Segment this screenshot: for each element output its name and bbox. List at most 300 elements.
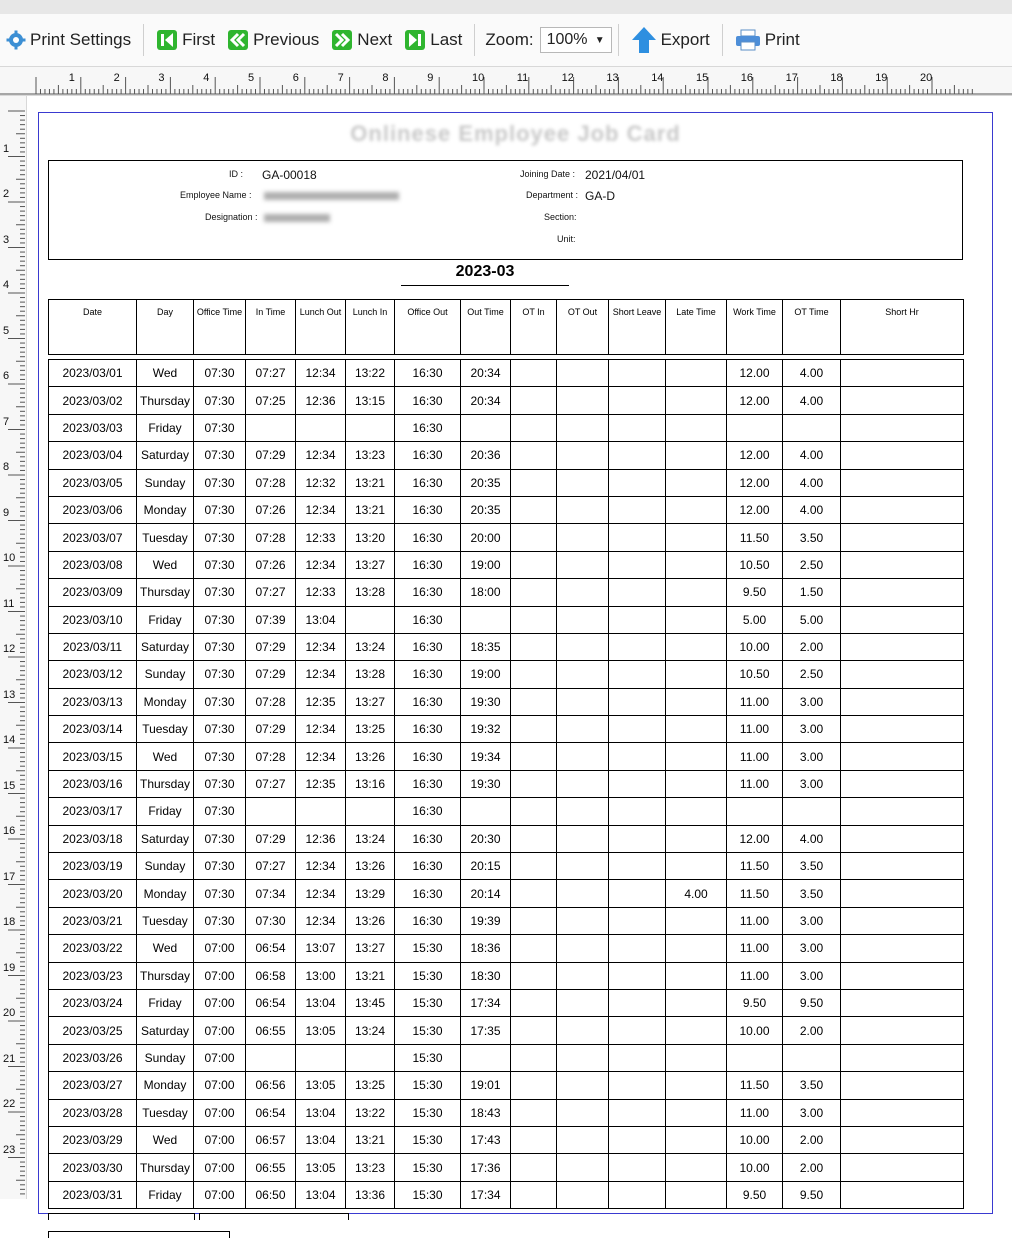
department-label: Department : (526, 190, 579, 200)
cell-ot-in (511, 716, 557, 743)
section-label: Section: (544, 212, 577, 222)
cell-in-time: 07:28 (246, 469, 296, 496)
cell-lunch-in (346, 414, 395, 441)
cell-late-time (666, 606, 727, 633)
cell-lunch-in: 13:15 (346, 387, 395, 414)
cell-late-time (666, 743, 727, 770)
cell-in-time: 06:55 (246, 1017, 296, 1044)
column-header-late-time: Late Time (666, 300, 727, 355)
cell-out-time (461, 606, 511, 633)
cell-office-out: 16:30 (395, 387, 461, 414)
cell-lunch-out: 13:05 (296, 1072, 346, 1099)
table-row (49, 1126, 964, 1153)
cell-ot-in (511, 1181, 557, 1208)
cell-out-time: 20:35 (461, 496, 511, 523)
cell-short-hr (841, 387, 964, 414)
cell-date: 2023/03/01 (49, 360, 137, 387)
cell-ot-time: 2.00 (783, 1017, 841, 1044)
first-page-button[interactable] (150, 24, 221, 56)
cell-ot-time: 3.00 (783, 716, 841, 743)
cell-in-time (246, 1044, 296, 1071)
cell-short-leave (609, 798, 666, 825)
cell-out-time (461, 798, 511, 825)
cell-office-out: 16:30 (395, 442, 461, 469)
cell-short-leave (609, 1017, 666, 1044)
export-arrow-icon (631, 26, 657, 54)
table-row (49, 360, 964, 387)
cell-short-hr (841, 1072, 964, 1099)
cell-in-time: 06:58 (246, 962, 296, 989)
cell-in-time: 07:26 (246, 551, 296, 578)
cell-in-time: 07:28 (246, 524, 296, 551)
cell-lunch-out: 12:34 (296, 661, 346, 688)
print-settings-button[interactable] (0, 24, 137, 56)
cell-lunch-out: 13:04 (296, 606, 346, 633)
cell-in-time: 07:29 (246, 661, 296, 688)
table-row (49, 743, 964, 770)
cell-ot-time: 2.50 (783, 551, 841, 578)
zoom-select[interactable] (540, 27, 612, 53)
cell-date: 2023/03/09 (49, 579, 137, 606)
cell-ot-out (557, 1017, 609, 1044)
cell-ot-time: 4.00 (783, 387, 841, 414)
cell-work-time: 11.00 (727, 1099, 783, 1126)
cell-ot-out (557, 989, 609, 1016)
cell-office-time: 07:30 (194, 469, 246, 496)
cell-day: Thursday (137, 387, 194, 414)
ruler-number: 16 (3, 825, 16, 837)
cell-office-out: 16:30 (395, 743, 461, 770)
previous-page-button[interactable] (221, 24, 325, 56)
ruler-number: 16 (740, 72, 754, 84)
ruler-number: 2 (3, 188, 10, 200)
last-page-button[interactable] (398, 24, 468, 56)
cell-short-leave (609, 442, 666, 469)
ruler-number: 20 (920, 72, 933, 84)
cell-day: Saturday (137, 633, 194, 660)
cell-late-time (666, 907, 727, 934)
cell-lunch-in: 13:27 (346, 688, 395, 715)
cell-office-time: 07:30 (194, 496, 246, 523)
report-page (38, 112, 993, 1214)
cell-day: Monday (137, 688, 194, 715)
cell-lunch-out: 13:00 (296, 962, 346, 989)
export-button[interactable] (625, 24, 716, 56)
cell-date: 2023/03/12 (49, 661, 137, 688)
cell-late-time (666, 360, 727, 387)
cell-late-time (666, 1017, 727, 1044)
cell-short-hr (841, 743, 964, 770)
cell-date: 2023/03/07 (49, 524, 137, 551)
toolbar-separator (722, 24, 723, 56)
next-page-icon (331, 29, 353, 51)
cell-ot-time: 3.00 (783, 743, 841, 770)
cell-office-time: 07:30 (194, 414, 246, 441)
cell-ot-out (557, 825, 609, 852)
cell-work-time: 10.00 (727, 633, 783, 660)
cell-late-time (666, 1126, 727, 1153)
cell-short-leave (609, 524, 666, 551)
cell-short-leave (609, 1181, 666, 1208)
cell-ot-out (557, 360, 609, 387)
table-header-row (49, 300, 964, 355)
cell-out-time: 20:35 (461, 469, 511, 496)
cell-office-out: 16:30 (395, 880, 461, 907)
cell-lunch-out: 12:34 (296, 743, 346, 770)
last-page-icon (404, 29, 426, 51)
ruler-number: 12 (561, 72, 574, 84)
cell-date: 2023/03/11 (49, 633, 137, 660)
cell-office-time: 07:00 (194, 935, 246, 962)
cell-ot-out (557, 387, 609, 414)
cell-ot-out (557, 1072, 609, 1099)
cell-office-out: 15:30 (395, 1044, 461, 1071)
table-row (49, 853, 964, 880)
cell-office-time: 07:00 (194, 1044, 246, 1071)
cell-ot-time: 9.50 (783, 989, 841, 1016)
first-page-label: First (182, 30, 216, 49)
cell-lunch-in: 13:22 (346, 1099, 395, 1126)
table-row (49, 579, 964, 606)
cell-office-time: 07:00 (194, 1017, 246, 1044)
ruler-number: 9 (3, 506, 10, 519)
cell-work-time (727, 414, 783, 441)
cell-lunch-out: 13:05 (296, 1154, 346, 1181)
cell-ot-time: 4.00 (783, 469, 841, 496)
cell-ot-out (557, 551, 609, 578)
cell-lunch-out: 12:36 (296, 387, 346, 414)
cell-ot-time: 3.50 (783, 1072, 841, 1099)
cell-out-time (461, 414, 511, 441)
cell-out-time: 17:34 (461, 989, 511, 1016)
cell-office-out: 15:30 (395, 989, 461, 1016)
cell-ot-time: 3.00 (783, 1099, 841, 1126)
cell-late-time (666, 688, 727, 715)
cell-lunch-in: 13:26 (346, 853, 395, 880)
cell-date: 2023/03/27 (49, 1072, 137, 1099)
id-value: GA-00018 (262, 168, 317, 182)
cell-work-time: 9.50 (727, 989, 783, 1016)
id-label: ID : (229, 169, 244, 179)
cell-lunch-in (346, 1044, 395, 1071)
previous-page-label: Previous (253, 30, 320, 49)
cell-ot-out (557, 1154, 609, 1181)
cell-short-leave (609, 1099, 666, 1126)
report-title: Onlinese Employee Job Card (350, 121, 681, 146)
unit-label: Unit: (557, 234, 576, 244)
cell-short-leave (609, 469, 666, 496)
cell-ot-in (511, 1126, 557, 1153)
cell-in-time: 06:56 (246, 1072, 296, 1099)
cell-ot-in (511, 1072, 557, 1099)
cell-in-time: 06:50 (246, 1181, 296, 1208)
cell-out-time: 17:35 (461, 1017, 511, 1044)
cell-day: Wed (137, 743, 194, 770)
cell-office-out: 15:30 (395, 1154, 461, 1181)
employee-name-label: Employee Name : (180, 190, 252, 200)
cell-office-time: 07:30 (194, 853, 246, 880)
cell-day: Saturday (137, 825, 194, 852)
cell-ot-in (511, 688, 557, 715)
cell-lunch-in: 13:45 (346, 989, 395, 1016)
cell-late-time (666, 633, 727, 660)
cell-lunch-in: 13:24 (346, 1017, 395, 1044)
ruler-number: 8 (3, 461, 10, 473)
column-header-short-leave: Short Leave (609, 300, 666, 355)
previous-page-icon (227, 29, 249, 51)
cell-lunch-in: 13:24 (346, 825, 395, 852)
cell-work-time (727, 1044, 783, 1071)
cell-office-out: 16:30 (395, 524, 461, 551)
cell-ot-out (557, 1181, 609, 1208)
cell-short-hr (841, 1181, 964, 1208)
table-row (49, 633, 964, 660)
cell-day: Wed (137, 551, 194, 578)
cell-ot-time: 4.00 (783, 360, 841, 387)
cell-short-hr (841, 551, 964, 578)
cell-short-leave (609, 907, 666, 934)
cell-ot-in (511, 551, 557, 578)
cell-lunch-in (346, 606, 395, 633)
cell-ot-in (511, 1017, 557, 1044)
cell-ot-time: 3.00 (783, 907, 841, 934)
cell-late-time (666, 1044, 727, 1071)
cell-ot-in (511, 360, 557, 387)
zoom-label: Zoom: (485, 30, 534, 49)
cell-out-time: 20:15 (461, 853, 511, 880)
cell-office-time: 07:30 (194, 442, 246, 469)
cell-in-time: 07:28 (246, 688, 296, 715)
cell-late-time (666, 1099, 727, 1126)
cell-work-time: 10.00 (727, 1154, 783, 1181)
joining-date-value: 2021/04/01 (585, 168, 646, 182)
cell-lunch-in: 13:21 (346, 962, 395, 989)
cell-office-time: 07:00 (194, 1181, 246, 1208)
cell-ot-in (511, 579, 557, 606)
cell-short-hr (841, 935, 964, 962)
cell-office-out: 15:30 (395, 1126, 461, 1153)
cell-day: Monday (137, 496, 194, 523)
cell-day: Thursday (137, 1154, 194, 1181)
cell-out-time: 19:32 (461, 716, 511, 743)
cell-late-time (666, 579, 727, 606)
cell-out-time: 20:34 (461, 387, 511, 414)
cell-late-time (666, 1181, 727, 1208)
cell-in-time: 06:54 (246, 1099, 296, 1126)
cell-lunch-out: 12:34 (296, 496, 346, 523)
cell-in-time: 07:28 (246, 743, 296, 770)
cell-office-time: 07:00 (194, 989, 246, 1016)
table-row (49, 387, 964, 414)
cell-ot-time: 5.00 (783, 606, 841, 633)
cell-date: 2023/03/26 (49, 1044, 137, 1071)
cell-lunch-out: 13:04 (296, 1181, 346, 1208)
cell-out-time: 18:00 (461, 579, 511, 606)
cell-date: 2023/03/17 (49, 798, 137, 825)
cell-work-time: 10.00 (727, 1126, 783, 1153)
cell-lunch-in: 13:26 (346, 907, 395, 934)
cell-short-leave (609, 606, 666, 633)
cell-ot-out (557, 633, 609, 660)
cell-office-out: 16:30 (395, 551, 461, 578)
print-button[interactable] (729, 24, 806, 56)
cell-in-time (246, 414, 296, 441)
cell-day: Tuesday (137, 907, 194, 934)
table-row (49, 1017, 964, 1044)
cell-short-hr (841, 496, 964, 523)
cell-work-time: 11.00 (727, 907, 783, 934)
cell-short-hr (841, 360, 964, 387)
cell-ot-in (511, 524, 557, 551)
cell-office-out: 15:30 (395, 935, 461, 962)
table-row (49, 551, 964, 578)
cell-short-hr (841, 962, 964, 989)
ruler-number: 18 (830, 72, 843, 84)
cell-day: Friday (137, 1181, 194, 1208)
cell-in-time: 07:25 (246, 387, 296, 414)
cell-ot-in (511, 633, 557, 660)
cell-ot-in (511, 962, 557, 989)
export-label: Export (660, 30, 710, 49)
cell-lunch-in: 13:25 (346, 1072, 395, 1099)
cell-work-time: 12.00 (727, 360, 783, 387)
cell-lunch-out: 12:34 (296, 716, 346, 743)
cell-day: Friday (137, 606, 194, 633)
cell-ot-time: 3.00 (783, 962, 841, 989)
cell-lunch-in: 13:16 (346, 770, 395, 797)
cell-ot-time (783, 798, 841, 825)
cell-lunch-in: 13:27 (346, 935, 395, 962)
cell-lunch-out: 12:34 (296, 907, 346, 934)
cell-lunch-out: 12:32 (296, 469, 346, 496)
toolbar-separator (474, 24, 475, 56)
cell-late-time (666, 414, 727, 441)
cell-ot-in (511, 989, 557, 1016)
cell-day: Thursday (137, 579, 194, 606)
table-row (49, 688, 964, 715)
cell-date: 2023/03/14 (49, 716, 137, 743)
cell-ot-time: 3.50 (783, 853, 841, 880)
designation-redacted (264, 214, 330, 222)
cell-lunch-out: 12:34 (296, 360, 346, 387)
cell-date: 2023/03/21 (49, 907, 137, 934)
cell-lunch-in: 13:28 (346, 661, 395, 688)
cell-work-time: 10.50 (727, 551, 783, 578)
cell-ot-time: 3.00 (783, 770, 841, 797)
print-label: Print (764, 30, 800, 49)
toolbar-separator (143, 24, 144, 56)
cell-short-leave (609, 360, 666, 387)
cell-in-time: 07:39 (246, 606, 296, 633)
column-header-ot-out: OT Out (557, 300, 609, 355)
column-header-out-time: Out Time (461, 300, 511, 355)
ruler-number: 19 (875, 72, 888, 84)
cell-office-out: 16:30 (395, 360, 461, 387)
cell-day: Wed (137, 1126, 194, 1153)
next-page-button[interactable] (325, 24, 398, 56)
cell-lunch-out: 13:05 (296, 1017, 346, 1044)
cell-office-out: 16:30 (395, 414, 461, 441)
cell-work-time: 11.50 (727, 1072, 783, 1099)
cell-out-time: 20:34 (461, 360, 511, 387)
cell-office-out: 16:30 (395, 579, 461, 606)
cell-out-time: 17:34 (461, 1181, 511, 1208)
cell-date: 2023/03/30 (49, 1154, 137, 1181)
ruler-number: 5 (3, 324, 10, 337)
ruler-number: 5 (248, 72, 255, 84)
cell-short-hr (841, 989, 964, 1016)
cell-ot-out (557, 469, 609, 496)
cell-work-time: 11.00 (727, 743, 783, 770)
cell-office-out: 16:30 (395, 496, 461, 523)
cell-ot-time: 3.00 (783, 935, 841, 962)
cell-date: 2023/03/08 (49, 551, 137, 578)
cell-out-time: 18:36 (461, 935, 511, 962)
ruler-number: 6 (292, 72, 299, 84)
cell-ot-time: 2.00 (783, 633, 841, 660)
cell-lunch-out: 13:04 (296, 1126, 346, 1153)
cell-short-hr (841, 469, 964, 496)
cell-work-time: 11.00 (727, 962, 783, 989)
cell-office-out: 16:30 (395, 853, 461, 880)
cell-work-time: 12.00 (727, 442, 783, 469)
cell-office-out: 16:30 (395, 688, 461, 715)
cell-office-time: 07:30 (194, 688, 246, 715)
cell-work-time: 11.00 (727, 716, 783, 743)
cell-ot-in (511, 880, 557, 907)
cell-date: 2023/03/28 (49, 1099, 137, 1126)
cell-ot-out (557, 962, 609, 989)
table-row (49, 414, 964, 441)
ruler-number: 23 (3, 1143, 16, 1156)
cell-ot-time: 4.00 (783, 442, 841, 469)
footer-row-stub (48, 1207, 538, 1213)
table-row (49, 880, 964, 907)
cell-out-time: 19:30 (461, 770, 511, 797)
cell-office-out: 16:30 (395, 633, 461, 660)
table-row (49, 798, 964, 825)
column-header-short-hr: Short Hr (841, 300, 964, 355)
cell-day: Friday (137, 989, 194, 1016)
ruler-number: 22 (3, 1098, 16, 1110)
cell-office-time: 07:30 (194, 880, 246, 907)
cell-in-time: 07:29 (246, 633, 296, 660)
cell-day: Sunday (137, 853, 194, 880)
table-row (49, 1044, 964, 1071)
cell-office-time: 07:30 (194, 743, 246, 770)
cell-in-time: 07:27 (246, 770, 296, 797)
ruler-number: 14 (3, 734, 16, 746)
column-header-in-time: In Time (246, 300, 296, 355)
cell-ot-out (557, 743, 609, 770)
cell-day: Tuesday (137, 1099, 194, 1126)
ruler-number: 14 (651, 72, 664, 84)
table-row (49, 1181, 964, 1208)
cell-out-time: 19:01 (461, 1072, 511, 1099)
cell-ot-time: 4.00 (783, 825, 841, 852)
cell-late-time (666, 661, 727, 688)
cell-work-time: 12.00 (727, 387, 783, 414)
cell-short-leave (609, 496, 666, 523)
cell-date: 2023/03/04 (49, 442, 137, 469)
cell-lunch-out: 12:34 (296, 551, 346, 578)
cell-ot-out (557, 1044, 609, 1071)
cell-work-time: 12.00 (727, 825, 783, 852)
cell-short-hr (841, 442, 964, 469)
cell-work-time: 11.50 (727, 524, 783, 551)
cell-late-time (666, 962, 727, 989)
cell-short-hr (841, 579, 964, 606)
